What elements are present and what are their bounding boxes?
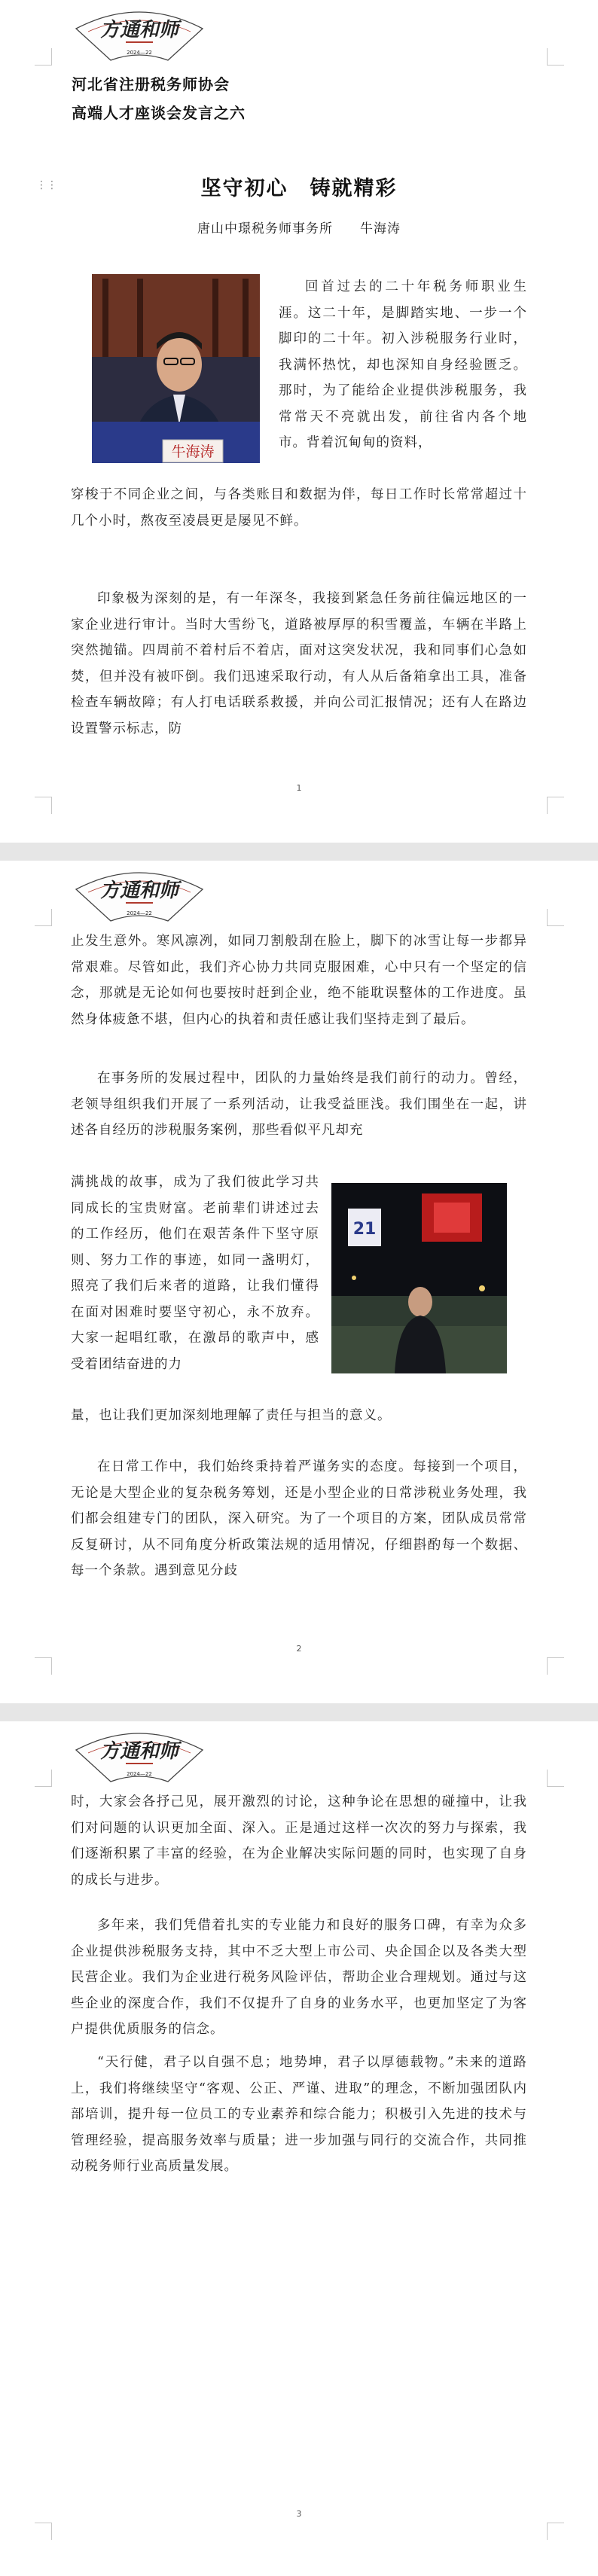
paragraph-3-tail: 量，也让我们更加深刻地理解了责任与担当的意义。 bbox=[71, 1408, 392, 1423]
fan-logo bbox=[72, 6, 207, 63]
crop-mark bbox=[547, 797, 564, 814]
paragraph-1-wrap: 回首过去的二十年税务师职业生涯。这二十年，是脚踏实地、一步一个脚印的二十年。初入涉税服务行业时，我满怀热忱，却也深知自身经验匮乏。那时，为了能给企业提供涉税服务，我常常天不亮就出发，前往省内各个地市。背着沉甸甸的资料， bbox=[279, 279, 527, 450]
logo-text: 方通和师 bbox=[99, 1740, 179, 1763]
paragraph-4: 在日常工作中，我们始终秉持着严谨务实的态度。每接到一个项目，无论是大型企业的复杂税务筹划，还是小型企业的日常涉税业务处理，我们都会组建专门的团队，深入研究。为了一个项目的方案，团队成员常常反复研讨，从不同角度分析政策法规的适用情况，仔细斟酌每一个数据、每一个条款。遇到意见分歧 bbox=[71, 1459, 527, 1578]
association-name: 河北省注册税务师协会 bbox=[72, 75, 230, 93]
paragraph-6: “天行健，君子以自强不息；地势坤，君子以厚德载物。”未来的道路上，我们将继续坚守“客观、公正、严谨、进取”的理念，不断加强团队内部培训，提升每一位员工的专业素养和综合能力；积极引入先进的技术与管理经验，提高服务效率与质量；进一步加强与同行的交流合作，共同推动税务师行业高质量发展。 bbox=[71, 2055, 527, 2174]
crop-mark bbox=[547, 1657, 564, 1675]
sign-text: 21 bbox=[352, 1220, 377, 1239]
page-2 bbox=[0, 861, 598, 1703]
paragraph-1-tail: 穿梭于不同企业之间，与各类账目和数据为伴，每日工作时长常常超过十几个小时，熬夜至凌晨更是屡见不鲜。 bbox=[71, 487, 527, 529]
paragraph-4-continued: 时，大家会各抒己见，展开激烈的讨论，这种争论在思想的碰撞中，让我们对问题的认识更加全面、深入。正是通过这样一次次的努力与探索，我们逐渐积累了丰富的经验，在为企业解决实际问题的同时，也实现了自身的成长与进步。 bbox=[71, 1794, 527, 1888]
fan-logo bbox=[72, 867, 207, 924]
crop-mark bbox=[35, 1770, 52, 1787]
logo-text: 方通和师 bbox=[99, 19, 179, 41]
paragraph-3-head: 在事务所的发展过程中，团队的力量始终是我们前行的动力。曾经，老领导组织我们开展了一系列活动，让我受益匪浅。我们围坐在一起，讲述各自经历的涉税服务案例，那些看似平凡却充 bbox=[71, 1071, 527, 1138]
logo-date: 2024—22 bbox=[127, 50, 152, 56]
paragraph-2-continued: 止发生意外。寒风凛冽，如同刀割般刮在脸上，脚下的冰雪让每一步都异常艰难。尽管如此，我们齐心协力共同克服困难，心中只有一个坚定的信念，那就是无论如何也要按时赶到企业，绝不能耽误整体的工作进度。虽然身体疲惫不堪，但内心的执着和责任感让我们坚持走到了最后。 bbox=[71, 934, 527, 1027]
logo-text: 方通和师 bbox=[99, 879, 179, 902]
crop-mark bbox=[547, 2523, 564, 2540]
drag-handle-icon[interactable]: ⋮⋮ bbox=[36, 179, 57, 191]
crop-mark bbox=[35, 1657, 52, 1675]
crop-mark bbox=[35, 48, 52, 66]
outdoor-photo bbox=[331, 1183, 507, 1373]
crop-mark bbox=[35, 2523, 52, 2540]
logo-date: 2024—22 bbox=[127, 910, 152, 916]
article-title: 坚守初心 铸就精彩 bbox=[200, 177, 398, 200]
logo-date: 2024—22 bbox=[127, 1771, 152, 1777]
crop-mark bbox=[35, 909, 52, 926]
nameplate-text: 牛海涛 bbox=[171, 444, 215, 460]
page-1 bbox=[0, 0, 598, 843]
fan-logo bbox=[72, 1727, 207, 1785]
crop-mark bbox=[547, 1770, 564, 1787]
article-byline: 唐山中璟税务师事务所 牛海涛 bbox=[197, 221, 401, 236]
page-number: 3 bbox=[296, 2509, 302, 2519]
paragraph-2: 印象极为深刻的是，有一年深冬，我接到紧急任务前往偏远地区的一家企业进行审计。当时大雪纷飞，道路被厚厚的积雪覆盖，车辆在半路上突然抛锚。四周前不着村后不着店，面对这突发状况，我和同事们心急如焚，但并没有被吓倒。我们迅速采取行动，有人从后备箱拿出工具，准备检查车辆故障；有人打电话联系救援，并向公司汇报情况；还有人在路边设置警示标志，防 bbox=[71, 591, 527, 736]
page-gap bbox=[0, 843, 598, 861]
crop-mark bbox=[547, 48, 564, 66]
paragraph-3-body: 满挑战的故事，成为了我们彼此学习共同成长的宝贵财富。老前辈们讲述过去的工作经历，他们在艰苦条件下坚守原则、努力工作的事迹，如同一盏明灯，照亮了我们后来者的道路，让我们懂得在面对困难时要坚守初心，永不放弃。大家一起唱红歌，在激昂的歌声中，感受着团结奋进的力 bbox=[71, 1175, 319, 1372]
page-3 bbox=[0, 1721, 598, 2576]
page-number: 1 bbox=[296, 783, 302, 793]
page-number: 2 bbox=[296, 1644, 302, 1654]
page-gap bbox=[0, 1703, 598, 1721]
crop-mark bbox=[547, 909, 564, 926]
series-name: 高端人才座谈会发言之六 bbox=[72, 104, 246, 122]
speaker-photo bbox=[92, 274, 260, 463]
paragraph-5: 多年来，我们凭借着扎实的专业能力和良好的服务口碑，有幸为众多企业提供涉税服务支持，其中不乏大型上市公司、央企国企以及各类大型民营企业。我们为企业进行税务风险评估，帮助企业合理规划。通过与这些企业的深度合作，我们不仅提升了自身的业务水平，也更加坚定了为客户提供优质服务的信念。 bbox=[71, 1918, 527, 2037]
crop-mark bbox=[35, 797, 52, 814]
